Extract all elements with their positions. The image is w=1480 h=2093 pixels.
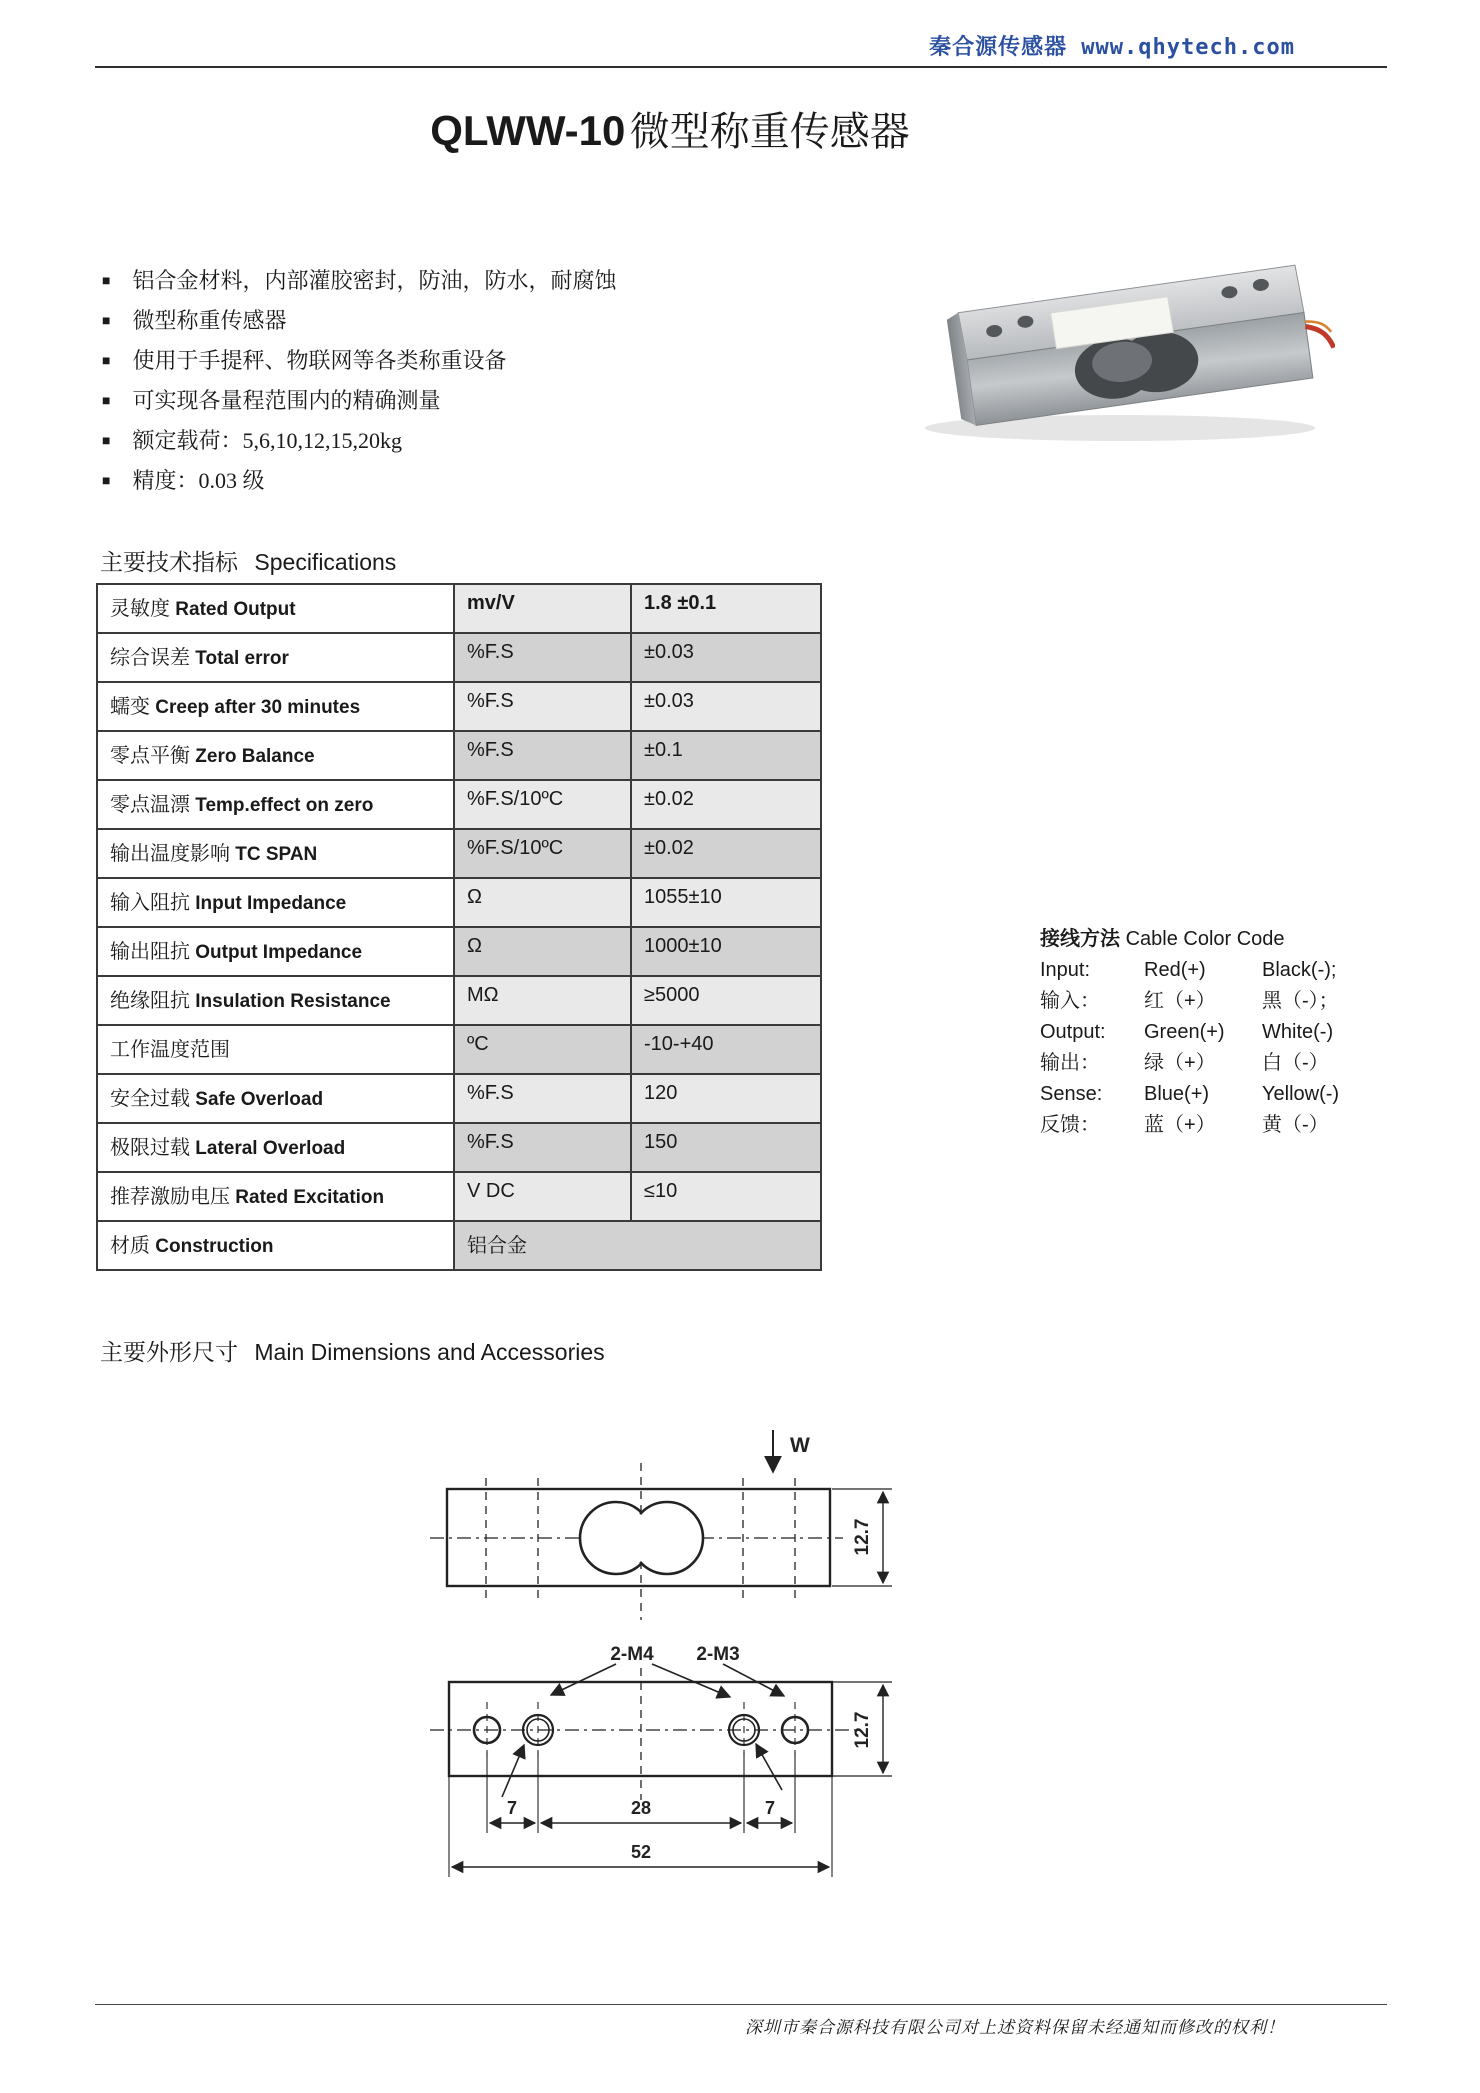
cable-row-label: 反馈： <box>1040 1114 1100 1136</box>
spec-parameter-en: Input Impedance <box>190 893 347 914</box>
cable-heading-cn: 接线方法 <box>1040 928 1120 950</box>
feature-item <box>102 466 616 498</box>
cable-color-positive: Red(+) <box>1144 959 1206 981</box>
dim-total-label: 52 <box>630 1842 652 1862</box>
spec-row <box>97 584 821 633</box>
header-divider <box>95 66 1387 68</box>
spec-parameter <box>97 1123 454 1172</box>
spec-row <box>97 780 821 829</box>
spec-row <box>97 1025 821 1074</box>
cable-row-label: Input: <box>1040 959 1091 981</box>
cable-color-positive: 绿（+） <box>1144 1052 1216 1074</box>
feature-text: 使用于手提秤、物联网等各类称重设备 <box>132 348 507 373</box>
height-dim-label-bottom: 12.7 <box>852 1711 873 1749</box>
feature-text: 精度：0.03 级 <box>132 468 265 493</box>
spec-parameter-en: TC SPAN <box>230 844 318 865</box>
spec-parameter-cn: 输出阻抗 <box>110 941 190 963</box>
feature-text: 微型称重传感器 <box>132 308 287 333</box>
spec-unit: Ω <box>454 927 631 976</box>
spec-parameter <box>97 780 454 829</box>
cable-row <box>1040 1112 1360 1139</box>
cable-color-positive: Blue(+) <box>1144 1083 1210 1105</box>
spec-parameter-en: Output Impedance <box>190 942 363 963</box>
spec-row <box>97 633 821 682</box>
spec-value: ±0.03 <box>631 633 821 682</box>
cable-color-negative: 黑（-）； <box>1262 990 1339 1012</box>
leader-accent <box>756 1744 782 1790</box>
spec-parameter-cn: 材质 <box>110 1235 150 1257</box>
spec-parameter <box>97 682 454 731</box>
feature-text: 铝合金材料，内部灌胶密封，防油，防水，耐腐蚀 <box>132 268 617 293</box>
spec-value: ±0.02 <box>631 829 821 878</box>
height-dim-label-top: 12.7 <box>852 1518 873 1556</box>
spec-parameter-en: Construction <box>150 1236 274 1257</box>
spec-row <box>97 682 821 731</box>
feature-item <box>102 266 616 298</box>
cable-color-negative: 黄（-） <box>1262 1114 1329 1136</box>
spec-parameter-cn: 零点温漂 <box>110 794 190 816</box>
bullet-square-icon: ■ <box>102 432 111 448</box>
spec-unit: mv/V <box>454 584 631 633</box>
spec-value: ≥5000 <box>631 976 821 1025</box>
spec-parameter-en: Creep after 30 minutes <box>150 697 361 718</box>
footer-divider <box>95 2004 1387 2005</box>
spec-row <box>97 1172 821 1221</box>
m4-holes-label: 2-M4 <box>610 1644 654 1665</box>
spec-value: ±0.1 <box>631 731 821 780</box>
spec-unit: %F.S <box>454 1123 631 1172</box>
spec-row <box>97 731 821 780</box>
spec-parameter <box>97 829 454 878</box>
spec-parameter <box>97 731 454 780</box>
specs-heading <box>100 544 396 577</box>
bore-circle-mask <box>582 1504 650 1572</box>
product-photo <box>905 246 1335 456</box>
spec-value: ±0.02 <box>631 780 821 829</box>
spec-parameter-en: Zero Balance <box>190 746 315 767</box>
dimensions-heading-en: Main Dimensions and Accessories <box>254 1339 605 1365</box>
spec-row <box>97 878 821 927</box>
cable-color-negative: Black(-); <box>1262 959 1337 981</box>
specs-heading-cn: 主要技术指标 <box>100 550 238 575</box>
spec-parameter <box>97 927 454 976</box>
spec-parameter-en: Temp.effect on zero <box>190 795 374 816</box>
spec-value: -10-+40 <box>631 1025 821 1074</box>
cable-row-label: 输入： <box>1040 990 1100 1012</box>
spec-parameter <box>97 1025 454 1074</box>
spec-parameter-cn: 绝缘阻抗 <box>110 990 190 1012</box>
spec-unit: %F.S/10ºC <box>454 829 631 878</box>
cable-color-positive: 红（+） <box>1144 990 1216 1012</box>
spec-parameter-en: Rated Output <box>170 599 296 620</box>
feature-text: 额定载荷：5,6,10,12,15,20kg <box>132 428 402 453</box>
cable-heading <box>1040 922 1360 951</box>
specs-heading-en: Specifications <box>254 549 397 575</box>
spec-parameter-cn: 工作温度范围 <box>110 1039 230 1061</box>
spec-parameter-en: Insulation Resistance <box>190 991 391 1012</box>
spec-value: 1.8 ±0.1 <box>631 584 821 633</box>
bullet-square-icon: ■ <box>102 472 111 488</box>
product-model: QLWW-10 <box>430 107 626 154</box>
spec-row <box>97 1221 821 1270</box>
bullet-square-icon: ■ <box>102 312 111 328</box>
m3-holes-label: 2-M3 <box>696 1644 740 1665</box>
spec-row <box>97 1074 821 1123</box>
cable-color-code <box>1040 922 1360 1143</box>
spec-parameter <box>97 1074 454 1123</box>
leader-m3-left <box>502 1745 524 1797</box>
spec-parameter-en: Safe Overload <box>190 1089 324 1110</box>
cable-row <box>1040 1019 1360 1046</box>
feature-item <box>102 346 616 378</box>
spec-unit: %F.S/10ºC <box>454 780 631 829</box>
spec-parameter-cn: 极限过载 <box>110 1137 190 1159</box>
cable-row-label: 输出： <box>1040 1052 1100 1074</box>
bullet-square-icon: ■ <box>102 272 111 288</box>
spec-value: ≤10 <box>631 1172 821 1221</box>
spec-parameter <box>97 1172 454 1221</box>
spec-parameter-cn: 零点平衡 <box>110 745 190 767</box>
spec-unit: %F.S <box>454 731 631 780</box>
cable-color-negative: 白（-） <box>1262 1052 1329 1074</box>
cable-heading-en: Cable Color Code <box>1125 928 1285 950</box>
cable-row-label: Output: <box>1040 1021 1106 1043</box>
bullet-square-icon: ■ <box>102 392 111 408</box>
dimensions-heading <box>100 1334 605 1367</box>
spec-value: ±0.03 <box>631 682 821 731</box>
spec-row <box>97 1123 821 1172</box>
spec-row <box>97 829 821 878</box>
footer-note: 深圳市秦合源科技有限公司对上述资料保留未经通知而修改的权利！ <box>745 2018 1285 2037</box>
feature-list <box>102 266 616 506</box>
dim-left-label: 7 <box>506 1798 518 1818</box>
cable-row <box>1040 988 1360 1015</box>
dimensions-heading-cn: 主要外形尺寸 <box>100 1340 238 1365</box>
spec-value: 150 <box>631 1123 821 1172</box>
sensor-cable <box>1305 324 1333 351</box>
brand-link[interactable]: 秦合源传感器 www.qhytech.com <box>929 35 1295 60</box>
spec-value: 1000±10 <box>631 927 821 976</box>
spec-unit: Ω <box>454 878 631 927</box>
spec-parameter-cn: 输入阻抗 <box>110 892 190 914</box>
cable-color-negative: Yellow(-) <box>1262 1083 1340 1105</box>
cable-color-negative: White(-) <box>1262 1021 1334 1043</box>
spec-unit: V DC <box>454 1172 631 1221</box>
spec-parameter-cn: 推荐激励电压 <box>110 1186 230 1208</box>
spec-value: 120 <box>631 1074 821 1123</box>
cable-row-label: Sense: <box>1040 1083 1103 1105</box>
leader-m4-left <box>551 1664 616 1695</box>
spec-parameter-en: Total error <box>190 648 289 669</box>
feature-item <box>102 306 616 338</box>
spec-row <box>97 976 821 1025</box>
leader-m3-right <box>723 1664 784 1696</box>
cable-row <box>1040 957 1360 984</box>
spec-parameter <box>97 1221 454 1270</box>
load-direction-label: W <box>790 1434 810 1457</box>
leader-m4-right <box>652 1664 730 1697</box>
spec-parameter <box>97 633 454 682</box>
spec-parameter-cn: 安全过载 <box>110 1088 190 1110</box>
bullet-square-icon: ■ <box>102 352 111 368</box>
spec-unit: ºC <box>454 1025 631 1074</box>
spec-parameter <box>97 584 454 633</box>
spec-unit: %F.S <box>454 682 631 731</box>
spec-parameter-cn: 蠕变 <box>110 696 150 718</box>
spec-parameter-cn: 综合误差 <box>110 647 190 669</box>
spec-parameter <box>97 878 454 927</box>
spec-parameter-cn: 输出温度影响 <box>110 843 230 865</box>
spec-row <box>97 927 821 976</box>
spec-value: 1055±10 <box>631 878 821 927</box>
cable-row <box>1040 1081 1360 1108</box>
spec-parameter-en: Lateral Overload <box>190 1138 346 1159</box>
spec-unit: %F.S <box>454 633 631 682</box>
spec-unit: %F.S <box>454 1074 631 1123</box>
feature-item <box>102 426 616 458</box>
cable-row <box>1040 1050 1360 1077</box>
specs-table <box>96 583 822 1271</box>
spec-parameter-cn: 灵敏度 <box>110 598 170 620</box>
spec-parameter-en: Rated Excitation <box>230 1187 385 1208</box>
product-name: 微型称重传感器 <box>629 109 910 154</box>
cable-color-positive: 蓝（+） <box>1144 1114 1216 1136</box>
cable-rows <box>1040 957 1360 1139</box>
feature-text: 可实现各量程范围内的精确测量 <box>132 388 441 413</box>
spec-parameter <box>97 976 454 1025</box>
cable-color-positive: Green(+) <box>1144 1021 1225 1043</box>
page-title <box>0 100 1340 157</box>
dimension-drawing <box>420 1400 940 1900</box>
feature-item <box>102 386 616 418</box>
dim-center-label: 28 <box>630 1798 652 1818</box>
dim-right-label: 7 <box>764 1798 776 1818</box>
spec-unit: 铝合金 <box>454 1221 821 1270</box>
spec-unit: MΩ <box>454 976 631 1025</box>
specs-table-body <box>97 584 821 1270</box>
